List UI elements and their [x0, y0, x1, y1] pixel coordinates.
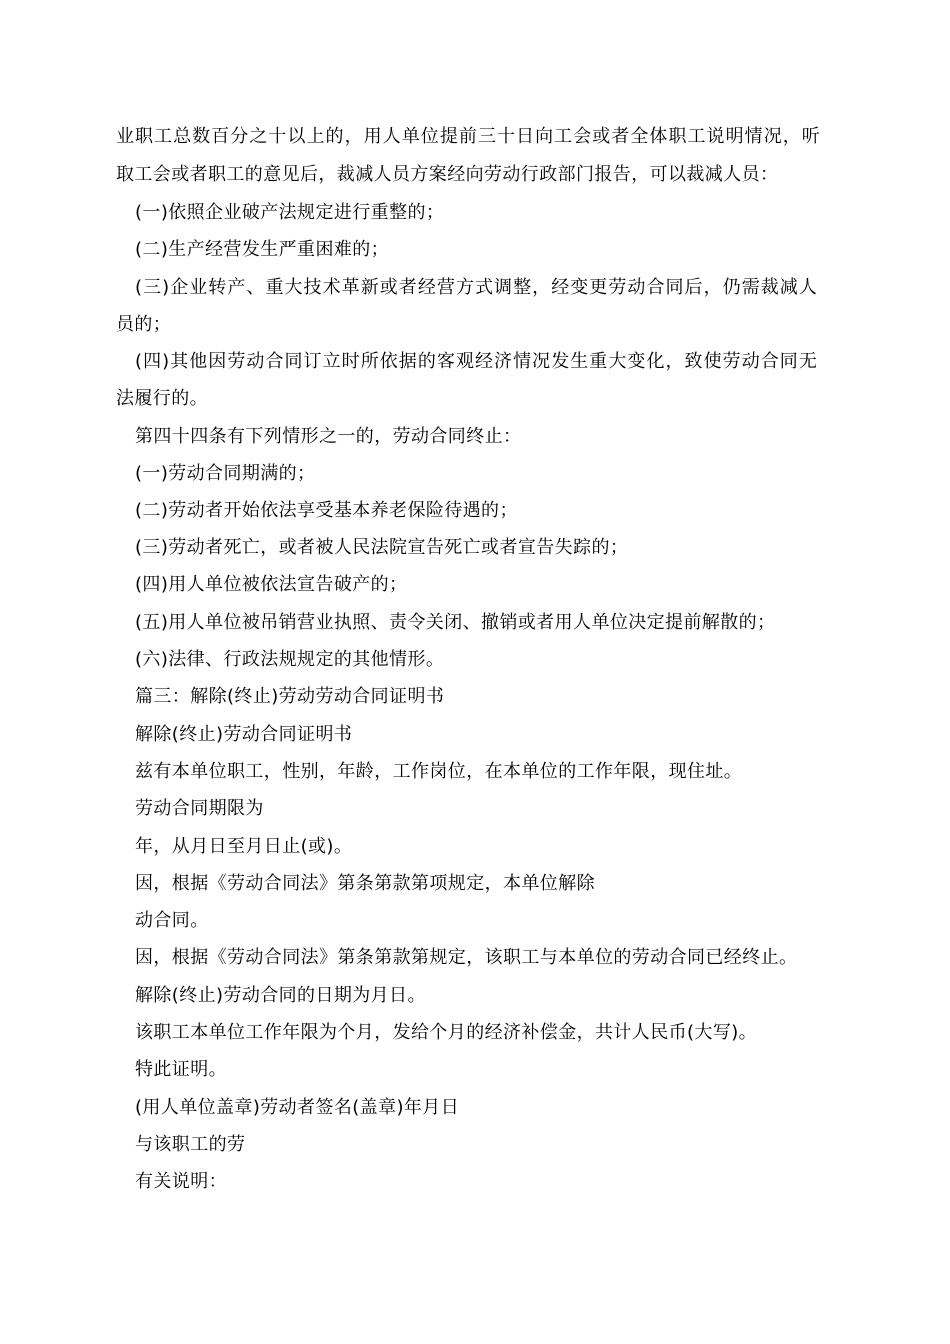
- paragraph-line: 动合同。: [135, 910, 209, 931]
- paragraph-line: 该职工本单位工作年限为个月，发给个月的经济补偿金，共计人民币(大写)。: [135, 1022, 758, 1043]
- paragraph-line: 因，根据《劳动合同法》第条第款第项规定，本单位解除: [135, 873, 595, 894]
- signature-line: (用人单位盖章)劳动者签名(盖章)年月日: [135, 1097, 460, 1118]
- paragraph-line: 兹有本单位职工，性别，年龄，工作岗位，在本单位的工作年限，现住址。: [135, 761, 743, 782]
- list-item: (一)劳动合同期满的；: [135, 463, 316, 484]
- section-heading: 篇三：解除(终止)劳动劳动合同证明书: [135, 686, 445, 707]
- paragraph-line: 法履行的。: [116, 388, 208, 409]
- paragraph-line: 解除(终止)劳动合同的日期为月日。: [135, 985, 426, 1006]
- list-item: (二)生产经营发生严重困难的；: [135, 239, 390, 260]
- paragraph-line: 员的；: [116, 314, 172, 335]
- list-item: (五)用人单位被吊销营业执照、责令关闭、撤销或者用人单位决定提前解散的；: [135, 612, 776, 633]
- list-item: (一)依照企业破产法规定进行重整的；: [135, 202, 445, 223]
- document-title: 解除(终止)劳动合同证明书: [135, 724, 353, 745]
- paragraph-line: 业职工总数百分之十以上的，用人单位提前三十日向工会或者全体职工说明情况，听: [116, 126, 821, 147]
- article-heading: 第四十四条有下列情形之一的，劳动合同终止：: [135, 426, 522, 447]
- paragraph-line: 年，从月日至月日止(或)。: [135, 836, 353, 857]
- paragraph-line: 特此证明。: [135, 1059, 227, 1080]
- list-item: (四)用人单位被依法宣告破产的；: [135, 574, 408, 595]
- paragraph-line: 有关说明：: [135, 1171, 227, 1192]
- paragraph-line: 取工会或者职工的意见后，裁减人员方案经向劳动行政部门报告，可以裁减人员：: [116, 164, 779, 185]
- list-item: (二)劳动者开始依法享受基本养老保险待遇的；: [135, 500, 518, 521]
- list-item: (三)劳动者死亡，或者被人民法院宣告死亡或者宣告失踪的；: [135, 537, 629, 558]
- paragraph-line: 劳动合同期限为: [135, 798, 264, 819]
- list-item: (四)其他因劳动合同订立时所依据的客观经济情况发生重大变化，致使劳动合同无: [135, 351, 818, 372]
- paragraph-line: 与该职工的劳: [135, 1134, 246, 1155]
- paragraph-line: 因，根据《劳动合同法》第条第款第规定，该职工与本单位的劳动合同已经终止。: [135, 947, 798, 968]
- list-item: (三)企业转产、重大技术革新或者经营方式调整，经变更劳动合同后，仍需裁减人: [135, 277, 818, 298]
- list-item: (六)法律、行政法规规定的其他情形。: [135, 649, 445, 670]
